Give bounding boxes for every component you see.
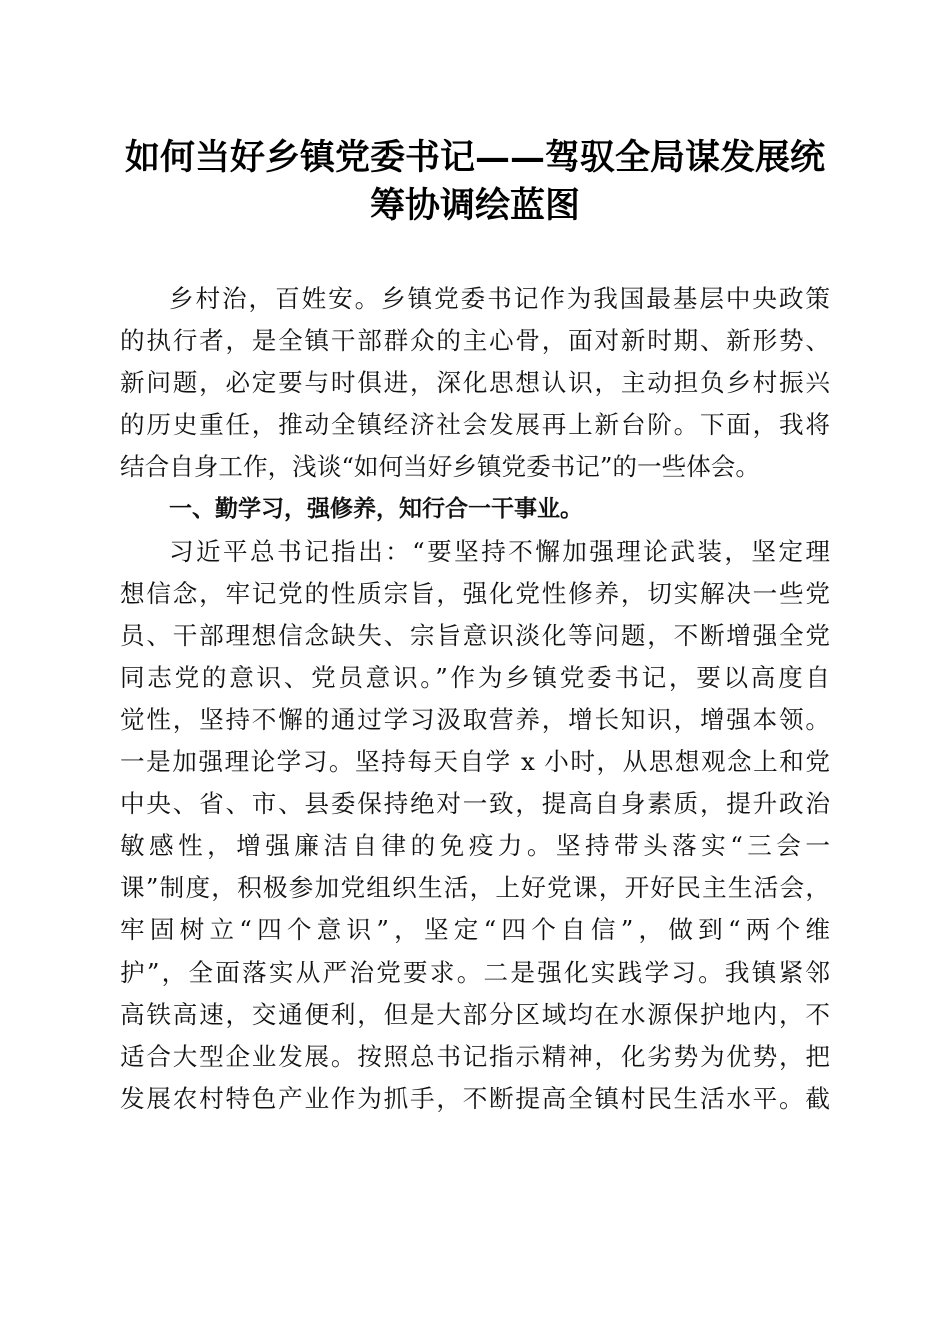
section-paragraph-line: 中央、省、市、县委保持绝对一致，提高自身素质，提升政治 <box>120 789 830 819</box>
section-paragraph-line: 护”，全面落实从严治党要求。二是强化实践学习。我镇紧邻 <box>120 957 830 987</box>
document-body <box>120 278 830 1120</box>
document-title <box>100 134 850 230</box>
section-paragraph-line: 高铁高速，交通便利，但是大部分区域均在水源保护地内，不 <box>120 999 830 1029</box>
section-paragraph-line: 敏感性，增强廉洁自律的免疫力。坚持带头落实“三会一 <box>120 831 830 861</box>
section-paragraph-line: 适合大型企业发展。按照总书记指示精神，化劣势为优势，把 <box>120 1041 830 1071</box>
section-paragraph-line: 觉性，坚持不懈的通过学习汲取营养，增长知识，增强本领。 <box>120 704 830 734</box>
section-paragraph-line: 发展农村特色产业作为抓手，不断提高全镇村民生活水平。截 <box>120 1083 830 1113</box>
section-paragraph-line: 同志党的意识、党员意识。”作为乡镇党委书记，要以高度自 <box>120 662 830 692</box>
intro-paragraph-line: 的历史重任，推动全镇经济社会发展再上新台阶。下面，我将 <box>120 410 830 440</box>
section-paragraph-line: 牢固树立“四个意识”，坚定“四个自信”，做到“两个维 <box>120 915 830 945</box>
section-paragraph-line: 员、干部理想信念缺失、宗旨意识淡化等问题，不断增强全党 <box>120 620 830 650</box>
intro-paragraph-line: 新问题，必定要与时俱进，深化思想认识，主动担负乡村振兴 <box>120 368 830 398</box>
document-title-line-1: 如何当好乡镇党委书记——驾驭全局谋发展统 <box>124 137 825 178</box>
section-paragraph-line: 一是加强理论学习。坚持每天自学 x 小时，从思想观念上和党 <box>120 747 830 777</box>
section-heading: 一、勤学习，强修养，知行合一干事业。 <box>169 496 583 523</box>
section-paragraph-line: 课”制度，积极参加党组织生活，上好党课，开好民主生活会， <box>120 873 830 903</box>
section-paragraph-line: 想信念，牢记党的性质宗旨，强化党性修养，切实解决一些党 <box>120 578 830 608</box>
section-paragraph-line: 习近平总书记指出：“要坚持不懈加强理论武装，坚定理 <box>169 536 830 566</box>
intro-paragraph-line: 乡村治，百姓安。乡镇党委书记作为我国最基层中央政策 <box>169 284 830 313</box>
intro-paragraph-line: 的执行者，是全镇干部群众的主心骨，面对新时期、新形势、 <box>120 326 830 356</box>
document-title-line-2: 筹协调绘蓝图 <box>369 185 580 226</box>
intro-paragraph-line: 结合自身工作，浅谈“如何当好乡镇党委书记”的一些体会。 <box>120 452 760 482</box>
